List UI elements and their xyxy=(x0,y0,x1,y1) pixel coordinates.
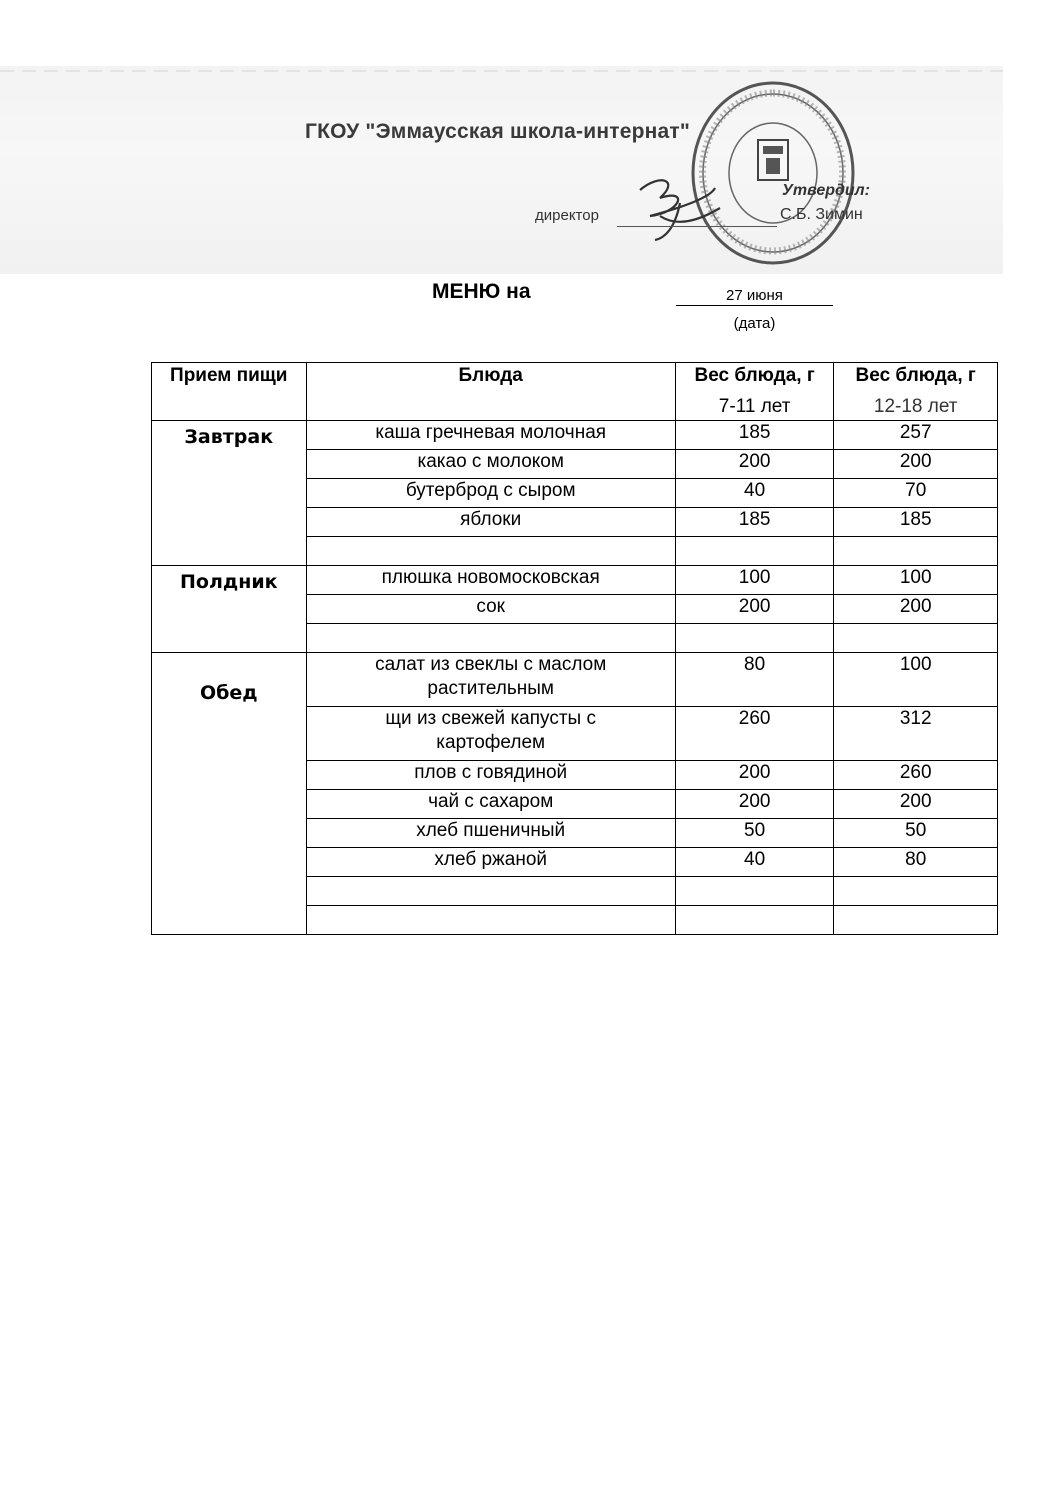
dish-cell: сок xyxy=(306,595,675,624)
weight-12-18-cell: 185 xyxy=(834,508,998,537)
weight-7-11-cell xyxy=(675,624,834,653)
dish-cell: хлеб ржаной xyxy=(306,848,675,877)
header-meal: Прием пищи xyxy=(152,363,307,421)
dish-cell: хлеб пшеничный xyxy=(306,819,675,848)
table-row xyxy=(152,566,998,595)
weight-12-18-cell: 200 xyxy=(834,450,998,479)
weight-7-11-cell: 100 xyxy=(675,566,834,595)
director-position: директор xyxy=(535,207,599,224)
weight-7-11-cell: 80 xyxy=(675,653,834,707)
dish-cell xyxy=(306,906,675,935)
weight-12-18-cell: 80 xyxy=(834,848,998,877)
director-name: С.Б. Зимин xyxy=(780,206,863,223)
weight-12-18-cell: 100 xyxy=(834,653,998,707)
weight-7-11-cell: 200 xyxy=(675,761,834,790)
weight-7-11-cell xyxy=(675,877,834,906)
dish-cell: салат из свеклы с маслом растительным xyxy=(306,653,675,707)
dish-cell: какао с молоком xyxy=(306,450,675,479)
signature-line xyxy=(617,226,777,227)
menu-table xyxy=(151,362,998,935)
dish-cell: щи из свежей капусты с картофелем xyxy=(306,707,675,761)
weight-12-18-cell: 100 xyxy=(834,566,998,595)
table-header-row xyxy=(152,363,998,421)
dish-cell xyxy=(306,537,675,566)
header-weight-12-18: Вес блюда, г 12-18 лет xyxy=(834,363,998,421)
weight-7-11-cell: 200 xyxy=(675,450,834,479)
weight-12-18-cell: 257 xyxy=(834,421,998,450)
header-dish: Блюда xyxy=(306,363,675,421)
meal-lunch: Обед xyxy=(152,653,307,935)
header-weight-7-11: Вес блюда, г 7-11 лет xyxy=(675,363,834,421)
table-row xyxy=(152,653,998,707)
weight-12-18-cell: 50 xyxy=(834,819,998,848)
weight-7-11-cell: 50 xyxy=(675,819,834,848)
weight-12-18-cell xyxy=(834,877,998,906)
dish-cell: плюшка новомосковская xyxy=(306,566,675,595)
approved-label: Утвердил: xyxy=(782,182,870,199)
weight-12-18-cell: 70 xyxy=(834,479,998,508)
dish-cell: каша гречневая молочная xyxy=(306,421,675,450)
weight-7-11-cell: 185 xyxy=(675,421,834,450)
weight-7-11-cell: 260 xyxy=(675,707,834,761)
weight-12-18-cell: 260 xyxy=(834,761,998,790)
director-signature xyxy=(620,168,730,243)
dish-cell xyxy=(306,624,675,653)
dish-cell: яблоки xyxy=(306,508,675,537)
menu-date: 27 июня xyxy=(726,287,783,304)
weight-7-11-cell: 185 xyxy=(675,508,834,537)
dish-cell: чай с сахаром xyxy=(306,790,675,819)
meal-afternoon-snack: Полдник xyxy=(152,566,307,653)
weight-12-18-cell xyxy=(834,624,998,653)
weight-12-18-cell: 200 xyxy=(834,790,998,819)
weight-7-11-cell: 200 xyxy=(675,790,834,819)
weight-7-11-cell: 200 xyxy=(675,595,834,624)
weight-12-18-cell xyxy=(834,537,998,566)
dish-cell xyxy=(306,877,675,906)
date-caption: (дата) xyxy=(733,315,776,332)
organization-name: ГКОУ "Эммаусская школа-интернат" xyxy=(305,120,691,143)
table-row xyxy=(152,421,998,450)
weight-12-18-cell: 200 xyxy=(834,595,998,624)
weight-12-18-cell xyxy=(834,906,998,935)
meal-breakfast: Завтрак xyxy=(152,421,307,566)
menu-title: МЕНЮ на xyxy=(432,280,531,303)
dish-cell: плов с говядиной xyxy=(306,761,675,790)
date-underline xyxy=(676,305,833,306)
weight-7-11-cell xyxy=(675,906,834,935)
weight-12-18-cell: 312 xyxy=(834,707,998,761)
weight-7-11-cell xyxy=(675,537,834,566)
weight-7-11-cell: 40 xyxy=(675,479,834,508)
weight-7-11-cell: 40 xyxy=(675,848,834,877)
dish-cell: бутерброд с сыром xyxy=(306,479,675,508)
